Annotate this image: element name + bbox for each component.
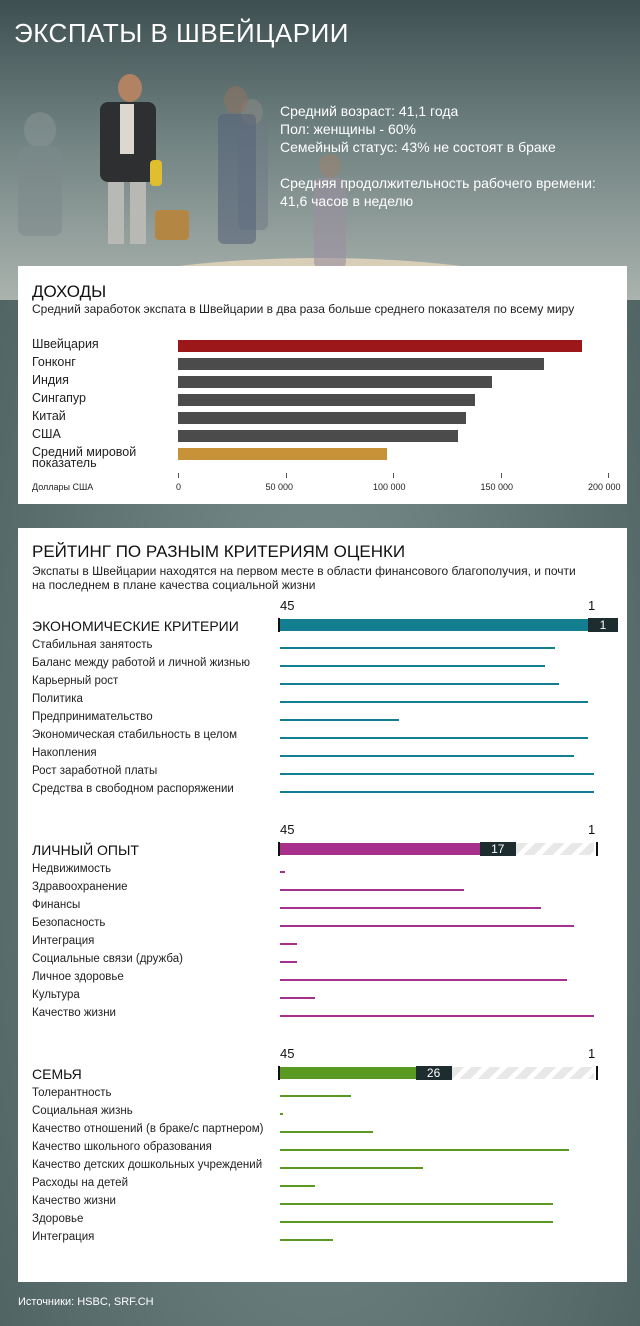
income-bar	[178, 412, 466, 424]
criterion-label: Стабильная занятость	[32, 639, 153, 651]
criterion-label: Культура	[32, 989, 80, 1001]
criterion-bar	[280, 701, 588, 703]
criterion-label: Интеграция	[32, 935, 95, 947]
income-label: США	[32, 427, 61, 441]
income-tick-label: 150 000	[480, 482, 514, 492]
criterion-label: Качество жизни	[32, 1007, 116, 1019]
criterion-bar	[280, 647, 555, 649]
criterion-label: Социальные связи (дружба)	[32, 953, 183, 965]
criterion-bar	[280, 979, 567, 981]
income-bar	[178, 376, 492, 388]
criterion-bar	[280, 1185, 315, 1187]
income-tick-label: 0	[176, 482, 182, 492]
income-bar	[178, 358, 544, 370]
criterion-label: Качество жизни	[32, 1195, 116, 1207]
overall-rank-badge: 17	[480, 842, 516, 856]
criterion-bar	[280, 773, 594, 775]
scale-label-45: 45	[280, 822, 295, 837]
criterion-bar	[280, 1131, 373, 1133]
criterion-bar	[280, 1167, 423, 1169]
criterion-label: Рост заработной платы	[32, 765, 158, 777]
criterion-bar	[280, 791, 594, 793]
scale-label-1: 1	[588, 822, 596, 837]
criterion-bar	[280, 1221, 553, 1223]
criterion-label: Качество детских дошкольных учреждений	[32, 1159, 263, 1171]
page-title: ЭКСПАТЫ В ШВЕЙЦАРИИ	[14, 18, 349, 48]
hero-banner	[0, 0, 640, 300]
criterion-label: Здоровье	[32, 1213, 84, 1225]
criterion-bar	[280, 943, 297, 945]
criterion-label: Качество школьного образования	[32, 1141, 212, 1153]
income-bar	[178, 394, 475, 406]
criterion-bar	[280, 871, 285, 873]
scale-label-45: 45	[280, 598, 295, 613]
criterion-bar	[280, 1113, 283, 1115]
income-label: Швейцария	[32, 337, 99, 351]
stat-hours-label: Средняя продолжительность рабочего времени:	[280, 175, 596, 191]
criterion-label: Безопасность	[32, 917, 106, 929]
sources-footer: Источники: HSBC, SRF.CH	[18, 1296, 154, 1308]
stat-spacer	[280, 156, 596, 174]
criterion-bar	[280, 889, 464, 891]
stat-age: Средний возраст: 41,1 года	[280, 103, 459, 119]
group-title: ЛИЧНЫЙ ОПЫТ	[32, 842, 139, 858]
criterion-bar	[280, 997, 315, 999]
criterion-bar	[280, 683, 559, 685]
criterion-bar	[280, 1203, 553, 1205]
overall-rank-bar	[280, 619, 594, 631]
income-tick-mark	[608, 473, 609, 478]
income-tick-mark	[393, 473, 394, 478]
summary-stats	[280, 102, 596, 210]
criterion-label: Интеграция	[32, 1231, 95, 1243]
income-title: ДОХОДЫ	[32, 282, 107, 301]
criterion-label: Предпринимательство	[32, 711, 153, 723]
criterion-bar	[280, 665, 545, 667]
stat-marital: Семейный статус: 43% не состоят в браке	[280, 139, 556, 155]
ranking-panel	[18, 528, 627, 1282]
scale-label-45: 45	[280, 1046, 295, 1061]
income-label: Индия	[32, 373, 69, 387]
income-tick-mark	[178, 473, 179, 478]
income-bar	[178, 340, 582, 352]
criterion-bar	[280, 719, 399, 721]
overall-rank-badge: 26	[416, 1066, 452, 1080]
criterion-bar	[280, 755, 574, 757]
income-panel	[18, 266, 627, 504]
criterion-bar	[280, 737, 588, 739]
income-label: Сингапур	[32, 391, 86, 405]
income-label: Китай	[32, 409, 66, 423]
group-title: ЭКОНОМИЧЕСКИЕ КРИТЕРИИ	[32, 618, 239, 634]
income-label: Гонконг	[32, 355, 76, 369]
criterion-label: Социальная жизнь	[32, 1105, 133, 1117]
criterion-label: Экономическая стабильность в целом	[32, 729, 238, 741]
criterion-bar	[280, 1239, 333, 1241]
criterion-label: Личное здоровье	[32, 971, 124, 983]
criterion-label: Средства в свободном распоряжении	[32, 783, 234, 795]
scale-label-1: 1	[588, 1046, 596, 1061]
criterion-label: Карьерный рост	[32, 675, 119, 687]
criterion-label: Толерантность	[32, 1087, 112, 1099]
income-tick-label: 200 000	[588, 482, 621, 492]
criterion-label: Здравоохранение	[32, 881, 128, 893]
overall-rank-badge: 1	[588, 618, 618, 632]
income-bar	[178, 448, 387, 460]
criterion-bar	[280, 1149, 569, 1151]
income-tick-label: 100 000	[373, 482, 406, 492]
income-tick-mark	[286, 473, 287, 478]
stat-gender: Пол: женщины - 60%	[280, 121, 416, 137]
income-label: Средний мировой показатель	[32, 445, 137, 470]
income-bar	[178, 430, 458, 442]
ranking-subtitle: Экспаты в Швейцарии находятся на первом месте в области финансового благополучия, и почти на последнем в плане качества социальной жизни	[32, 564, 576, 592]
scale-label-1: 1	[588, 598, 596, 613]
criterion-bar	[280, 961, 297, 963]
overall-rank-bar	[280, 1067, 416, 1079]
criterion-label: Баланс между работой и личной жизнью	[32, 657, 251, 669]
criterion-label: Недвижимость	[32, 863, 112, 875]
criterion-bar	[280, 1095, 351, 1097]
ranking-title: РЕЙТИНГ ПО РАЗНЫМ КРИТЕРИЯМ ОЦЕНКИ	[32, 542, 406, 561]
criterion-bar	[280, 1015, 594, 1017]
group-title: СЕМЬЯ	[32, 1066, 82, 1082]
criterion-label: Расходы на детей	[32, 1177, 128, 1189]
income-xlabel: Доллары США	[32, 482, 94, 492]
stat-hours-value: 41,6 часов в неделю	[280, 193, 414, 209]
criterion-label: Финансы	[32, 899, 81, 911]
criterion-label: Накопления	[32, 747, 97, 759]
criterion-bar	[280, 907, 541, 909]
overall-rank-bar	[280, 843, 480, 855]
income-tick-mark	[501, 473, 502, 478]
income-subtitle: Средний заработок экспата в Швейцарии в два раза больше среднего показателя по всему миру	[32, 302, 575, 316]
criterion-label: Качество отношений (в браке/с партнером)	[32, 1123, 264, 1135]
criterion-label: Политика	[32, 693, 83, 705]
criterion-bar	[280, 925, 574, 927]
income-tick-label: 50 000	[265, 482, 294, 492]
